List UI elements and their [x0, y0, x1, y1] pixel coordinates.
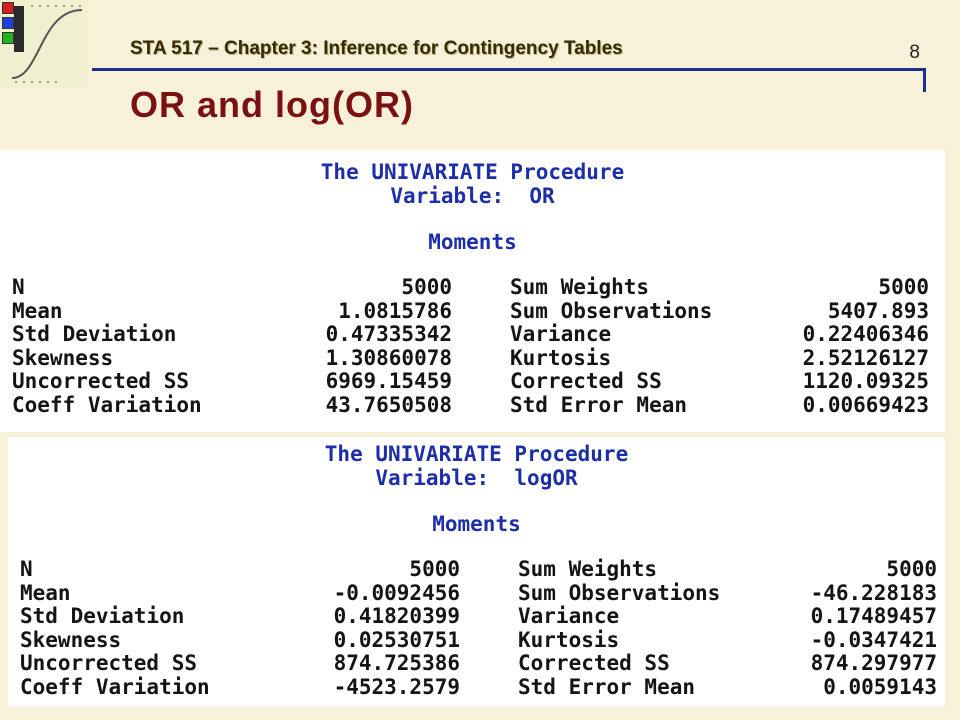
table-row [0, 323, 935, 347]
table-row [8, 582, 943, 606]
stat-label: Std Error Mean [510, 392, 688, 417]
table-row [8, 629, 943, 653]
stat-label: Coeff Variation [12, 392, 202, 417]
stat-value: 43.7650508 [325, 392, 452, 417]
sas-output-logor [8, 437, 945, 706]
stat-label: Skewness [20, 627, 122, 652]
course-title: STA 517 – Chapter 3: Inference for Contingency Tables [130, 38, 623, 59]
stat-label: Std Deviation [20, 604, 185, 628]
stat-label: Sum Weights [510, 275, 650, 299]
stat-label: Uncorrected SS [12, 369, 190, 393]
stat-label: Coeff Variation [20, 674, 210, 699]
stat-value: 2.52126127 [802, 345, 929, 370]
stat-value: 5000 [886, 557, 937, 581]
stat-value: 874.297977 [810, 651, 937, 675]
stat-value: 0.00669423 [802, 392, 929, 417]
table-row [0, 276, 935, 300]
stat-value: -46.228183 [810, 580, 937, 605]
stat-label: Uncorrected SS [20, 651, 198, 675]
moments-table [0, 276, 935, 417]
stat-value: -0.0347421 [810, 627, 937, 652]
stat-value: 0.22406346 [802, 322, 929, 346]
stat-value: 6969.15459 [325, 369, 452, 393]
table-row [0, 370, 935, 394]
stat-value: 1.30860078 [325, 345, 452, 370]
stat-label: Std Error Mean [518, 674, 696, 699]
table-row [0, 394, 935, 418]
stat-label: Mean [12, 298, 63, 323]
stat-value: 0.02530751 [333, 627, 460, 652]
stat-label: N [12, 275, 25, 299]
stat-value: 5000 [401, 275, 452, 299]
stat-label: Corrected SS [510, 369, 662, 393]
procedure-heading: The UNIVARIATE Procedure [320, 160, 625, 184]
stat-label: Kurtosis [518, 627, 620, 652]
stat-label: Sum Weights [518, 557, 658, 581]
moments-heading: Moments [428, 230, 517, 254]
header-rule-vertical [923, 68, 926, 92]
stat-label: Sum Observations [510, 298, 713, 323]
stat-value: -0.0092456 [333, 580, 460, 605]
table-row [8, 605, 943, 629]
stat-value: 5407.893 [827, 298, 929, 323]
moments-table [8, 558, 943, 699]
table-row [8, 652, 943, 676]
stat-value: 5000 [878, 275, 929, 299]
stat-label: Corrected SS [518, 651, 670, 675]
stat-label: Kurtosis [510, 345, 612, 370]
sas-output-or [0, 150, 945, 432]
stat-label: Skewness [12, 345, 114, 370]
stat-label: N [20, 557, 33, 581]
table-row [8, 558, 943, 582]
stat-value: 1120.09325 [802, 369, 929, 393]
table-row [8, 676, 943, 700]
stat-value: 0.47335342 [325, 322, 452, 346]
stat-label: Variance [510, 322, 612, 346]
table-row [0, 300, 935, 324]
stat-value: 0.0059143 [823, 674, 937, 699]
stat-value: 0.17489457 [810, 604, 937, 628]
stat-value: 0.41820399 [333, 604, 460, 628]
stat-value: 874.725386 [333, 651, 460, 675]
stat-label: Sum Observations [518, 580, 721, 605]
stat-label: Mean [20, 580, 71, 605]
logo [0, 0, 88, 88]
header-rule [92, 68, 926, 71]
variable-line: Variable: logOR [375, 466, 578, 490]
stat-label: Variance [518, 604, 620, 628]
page-number: 8 [909, 42, 920, 63]
stat-value: -4523.2579 [333, 674, 460, 699]
table-row [0, 347, 935, 371]
sigmoid-curve-icon [0, 0, 88, 88]
stat-label: Std Deviation [12, 322, 177, 346]
moments-heading: Moments [432, 512, 521, 536]
procedure-heading: The UNIVARIATE Procedure [324, 442, 629, 466]
stat-value: 1.0815786 [338, 298, 452, 323]
slide-title: OR and log(OR) [130, 84, 414, 125]
stat-value: 5000 [409, 557, 460, 581]
variable-line: Variable: OR [390, 184, 555, 208]
